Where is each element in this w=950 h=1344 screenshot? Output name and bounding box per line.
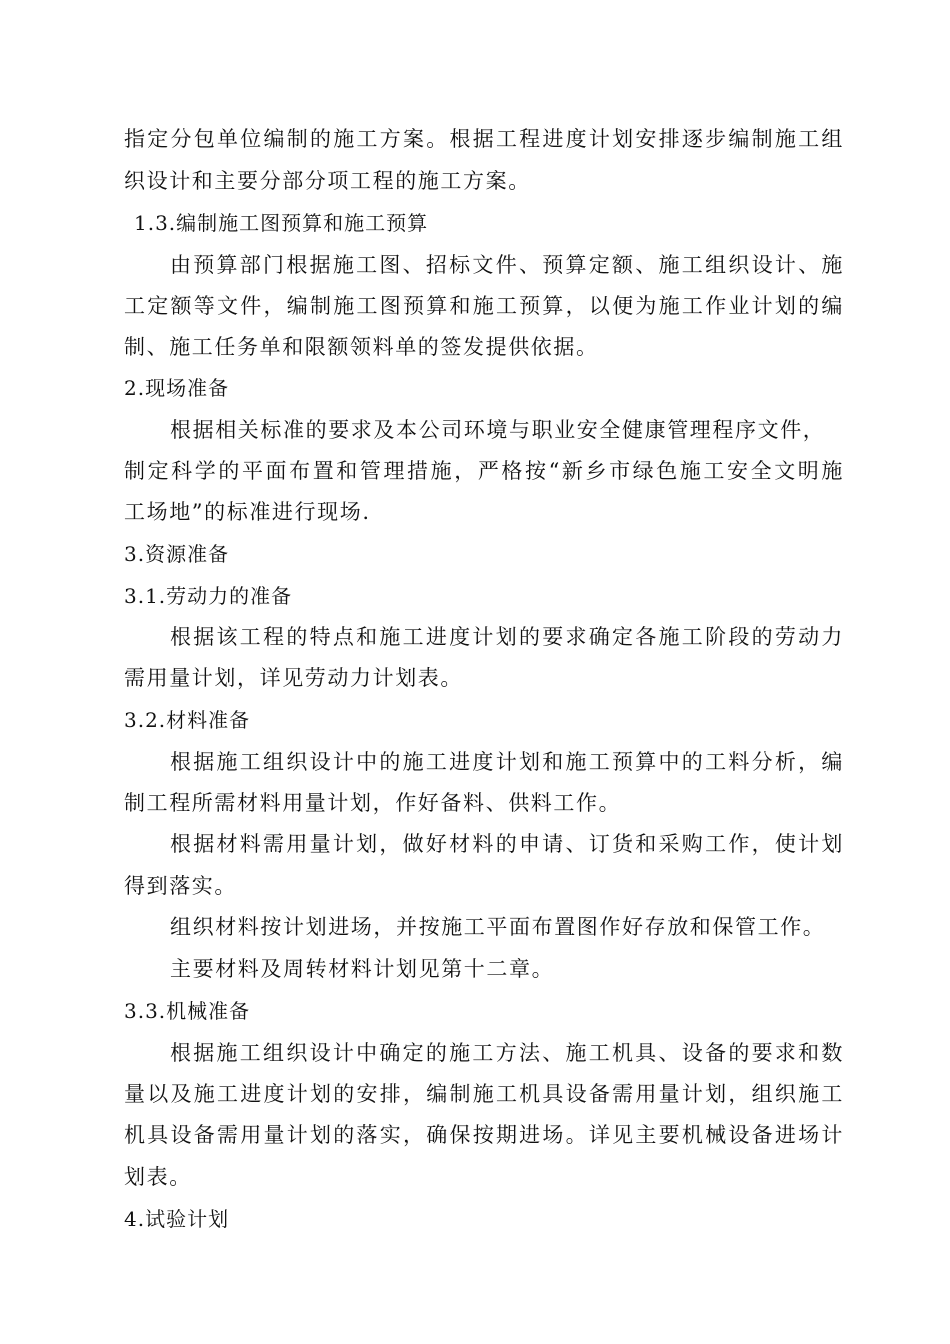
paragraph-line: 制工程所需材料用量计划，作好备料、供料工作。 bbox=[124, 791, 622, 815]
paragraph-line: 由预算部门根据施工图、招标文件、预算定额、施工组织设计、施 bbox=[170, 253, 844, 277]
section-heading-4: 4.试验计划 bbox=[124, 1207, 230, 1231]
paragraph-line: 需用量计划，详见劳动力计划表。 bbox=[124, 666, 463, 690]
paragraph-line: 织设计和主要分部分项工程的施工方案。 bbox=[124, 169, 531, 193]
section-heading-3: 3.资源准备 bbox=[124, 542, 230, 566]
paragraph-line: 量以及施工进度计划的安排，编制施工机具设备需用量计划，组织施工 bbox=[124, 1082, 844, 1106]
paragraph-line: 得到落实。 bbox=[124, 874, 237, 898]
paragraph-line: 工定额等文件，编制施工图预算和施工预算，以便为施工作业计划的编 bbox=[124, 294, 844, 318]
paragraph-line: 根据该工程的特点和施工进度计划的要求确定各施工阶段的劳动力 bbox=[170, 625, 844, 649]
paragraph-line: 主要材料及周转材料计划见第十二章。 bbox=[170, 957, 555, 981]
section-heading-2: 2.现场准备 bbox=[124, 376, 230, 400]
paragraph-line: 机具设备需用量计划的落实，确保按期进场。详见主要机械设备进场计 bbox=[124, 1123, 844, 1147]
paragraph-line: 根据施工组织设计中确定的施工方法、施工机具、设备的要求和数 bbox=[170, 1041, 844, 1065]
paragraph-line: 制定科学的平面布置和管理措施，严格按“新乡市绿色施工安全文明施 bbox=[124, 459, 844, 483]
paragraph-line: 根据相关标准的要求及本公司环境与职业安全健康管理程序文件， bbox=[170, 418, 826, 442]
paragraph-line: 指定分包单位编制的施工方案。根据工程进度计划安排逐步编制施工组 bbox=[124, 127, 844, 151]
paragraph-line: 制、施工任务单和限额领料单的签发提供依据。 bbox=[124, 335, 599, 359]
section-heading-3-2: 3.2.材料准备 bbox=[124, 708, 251, 732]
section-heading-3-3: 3.3.机械准备 bbox=[124, 999, 251, 1023]
section-heading-3-1: 3.1.劳动力的准备 bbox=[124, 584, 293, 608]
section-heading-1-3: 1.3.编制施工图预算和施工预算 bbox=[134, 211, 429, 235]
paragraph-line: 组织材料按计划进场，并按施工平面布置图作好存放和保管工作。 bbox=[170, 915, 826, 939]
paragraph-line: 工场地”的标准进行现场. bbox=[124, 500, 371, 524]
paragraph-line: 根据材料需用量计划，做好材料的申请、订货和采购工作，使计划 bbox=[170, 832, 844, 856]
paragraph-line: 根据施工组织设计中的施工进度计划和施工预算中的工料分析，编 bbox=[170, 750, 844, 774]
paragraph-line: 划表。 bbox=[124, 1165, 192, 1189]
